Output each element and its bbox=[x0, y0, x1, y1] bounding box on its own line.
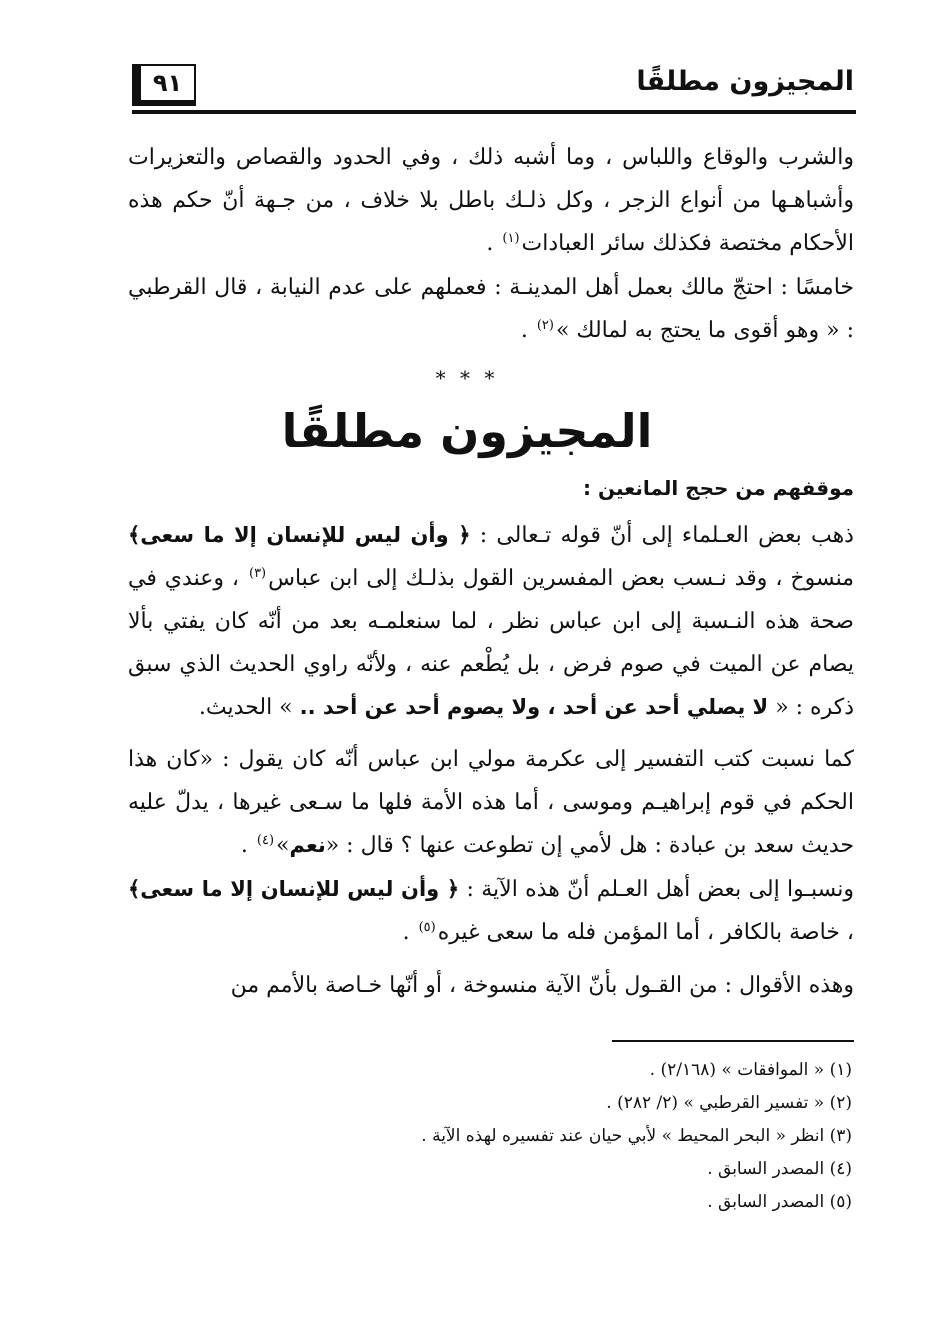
paragraph-text: ، خاصة بالكافر ، أما المؤمن فله ما سعى غيره bbox=[437, 920, 854, 945]
sub-heading: موقفهم من حجج المانعين : bbox=[582, 476, 854, 500]
paragraph-text: ذهب بعض العـلماء إلى أنّ قوله تـعالى : bbox=[470, 523, 854, 548]
paragraph-text: » bbox=[276, 833, 290, 858]
paragraph-3 bbox=[128, 868, 854, 954]
page-number: ٩١ bbox=[132, 64, 196, 106]
footnote-item: (١) « الموافقات » (٢/١٦٨) . bbox=[649, 1060, 852, 1080]
quran-verse: ﴿ وأن ليس للإنسان إلا ما سعى﴾ bbox=[128, 877, 460, 901]
paragraph-text: وهذه الأقوال : من القـول بأنّ الآية منسوخة ، أو أنّها خـاصة بالأمم من bbox=[230, 973, 854, 998]
footnotes-list bbox=[300, 1054, 852, 1219]
paragraph-tail: . bbox=[402, 920, 417, 945]
footnote-rule bbox=[612, 1040, 854, 1042]
paragraph-text: » الحديث. bbox=[198, 695, 300, 720]
hadith-quote: لا يصلي أحد عن أحد ، ولا يصوم أحد عن أحد .. bbox=[299, 695, 769, 719]
paragraph-2 bbox=[128, 738, 854, 867]
paragraph-top-2 bbox=[128, 266, 854, 352]
footnote-item: (٣) انظر « البحر المحيط » لأبي حيان عند تفسيره لهذه الآية . bbox=[421, 1126, 852, 1146]
paragraph-tail: . bbox=[520, 318, 535, 343]
section-title: المجيزون مطلقًا bbox=[281, 404, 653, 458]
footnote-item: (٢) « تفسير القرطبي » (٢/ ٢٨٢) . bbox=[606, 1093, 852, 1113]
paragraph-tail: . bbox=[486, 231, 501, 256]
paragraph-text: منسوخ ، وقد نـسب بعض المفسرين القول بذلـك إلى ابن عباس bbox=[268, 566, 854, 591]
paragraph-tail: . bbox=[240, 833, 255, 858]
footnote-ref: (٥) bbox=[418, 919, 436, 935]
paragraph-text: ونسبـوا إلى بعض أهل العـلم أنّ هذه الآية : bbox=[459, 877, 854, 902]
section-separator: * * * bbox=[435, 366, 499, 390]
footnote-ref: (٤) bbox=[256, 832, 275, 848]
paragraph-top-1 bbox=[128, 136, 854, 265]
paragraph-text: ، وعندي في صحة هذه النـسبة إلى ابن عباس نظر ، لما سنعلمـه بعد من أنّه كان يفتي بألا يصام عن الميت في صوم فرض ، بل يُطْعم عنه ، ولأنّه راوي الحديث الذي سبق ذكره : « bbox=[128, 566, 854, 720]
footnote-ref: (٣) bbox=[248, 565, 267, 581]
paragraph-text: خامسًا : احتجّ مالك بعمل أهل المدينـة : فعملهم على عدم النيابة ، قال القرطبي : « وهو أقوى ما يحتج به لمالك » bbox=[128, 275, 855, 343]
paragraph-text: كما نسبت كتب التفسير إلى عكرمة مولي ابن عباس أنّه كان يقول : «كان هذا الحكم في قوم إبراهيـم وموسى ، أما هذه الأمة فلها ما سـعى غيرها ، يدلّ عليه حديث سعد بن عبادة : هل لأمي إن تطوعت عنها ؟ قال : « bbox=[128, 747, 854, 858]
paragraph-1 bbox=[128, 514, 854, 729]
running-header-title: المجيزون مطلقًا bbox=[636, 66, 854, 97]
footnote-ref: (١) bbox=[502, 230, 520, 246]
footnote-item: (٥) المصدر السابق . bbox=[707, 1192, 852, 1212]
paragraph-4 bbox=[128, 964, 854, 1007]
paragraph-text: والشرب والوقاع واللباس ، وما أشبه ذلك ، وفي الحدود والقصاص والتعزيرات وأشباهـها من أنواع الزجر ، وكل ذلـك باطل بلا خلاف ، من جـهة أنّ حكم هذه الأحكام مختصة فكذلك سائر العبادات bbox=[128, 145, 854, 256]
quran-verse: ﴿ وأن ليس للإنسان إلا ما سعى﴾ bbox=[128, 523, 471, 547]
header-rule bbox=[132, 110, 856, 114]
footnote-item: (٤) المصدر السابق . bbox=[707, 1159, 852, 1179]
hadith-answer: نعم bbox=[289, 833, 326, 857]
footnote-ref: (٢) bbox=[536, 317, 554, 333]
